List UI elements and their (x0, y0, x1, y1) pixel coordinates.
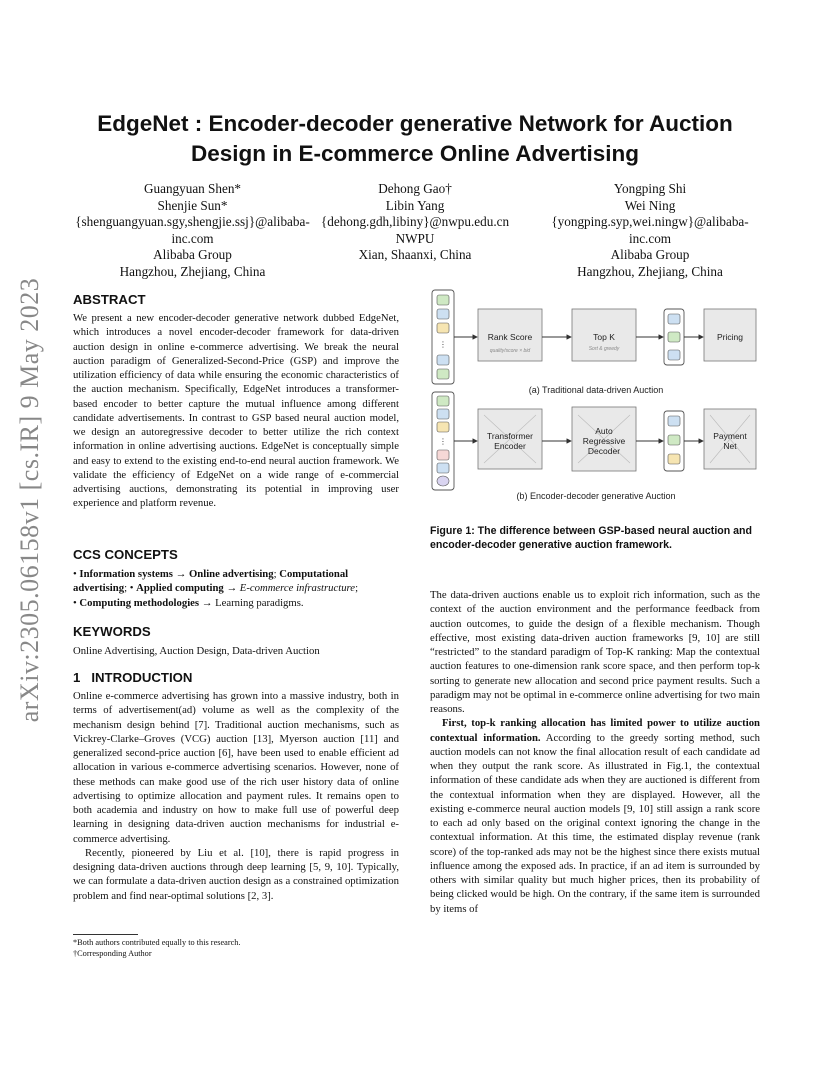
topk-label: Top K (593, 332, 615, 342)
right-paragraph-2-bold: First, top-k ranking allocation has limited power to utilize auction contextual information. (430, 717, 760, 744)
ccs-term: Computational advertising (73, 568, 349, 595)
ad-item-blue (437, 355, 449, 365)
author-block-1 (60, 181, 325, 280)
intro-text (73, 689, 399, 903)
author-name: Dehong Gao† (378, 181, 452, 196)
right-column-text (430, 588, 760, 916)
author-email: inc.com (628, 230, 672, 246)
ccs-term: Information systems (79, 568, 173, 580)
author-affiliation: Alibaba Group (153, 247, 232, 262)
author-affiliation: Alibaba Group (610, 247, 690, 262)
encoder-label-1: Transformer (487, 431, 533, 441)
ccs-term: Applied computing (136, 582, 224, 595)
ccs-concepts (73, 567, 399, 610)
figure-1 (430, 287, 760, 509)
author-name: Guangyuan Shen* (143, 181, 242, 196)
right-paragraph-2 (430, 716, 760, 916)
author-location: Xian, Shaanxi, China (358, 247, 472, 262)
payment-label-1: Payment (713, 431, 747, 441)
author-email: {yongping.syp,wei.ningw}@alibaba- (551, 214, 749, 229)
ccs-term: Online advertising (188, 568, 274, 580)
ad-item-green (437, 295, 449, 305)
author-block-3 (520, 181, 780, 280)
title-line-2: Design in E-commerce Online Advertising (190, 141, 640, 166)
abstract-heading: ABSTRACT (73, 292, 146, 307)
keywords-text: Online Advertising, Auction Design, Data-driven Auction (73, 645, 320, 657)
right-paragraph-2-rest: According to the greedy sorting method, such auction models can not know the final allocation result of each candidate ad when they output the rank score. As illustrated in Fig.1, the contextual information of these candidate ads when they are auctioned is different from the contextual information when they are displayed. However, all the existing e-commerce neural auction models [9, 10] still assign a rank score to each ad only based on the original context ignoring the change in the contextual information. At this time, the estimated display revenue (rank score) of the top-ranked ads may not be the highest since there exists mutual influence among the exposed ads. In practice, if an ad item is surrounded by others with similar quality but much higher prices, then its probability of being clicked would be high. On the contrary, if the same item is surrounded by items of (430, 731, 760, 915)
author-email: {dehong.gdh,libiny}@nwpu.edu.cn (320, 214, 510, 229)
encoder-label-2: Encoder (494, 441, 526, 451)
rank-score-sublabel: quality/score × bid (489, 348, 531, 354)
footnote-2: †Corresponding Author (73, 949, 152, 958)
ad-item-blue (437, 309, 449, 319)
arxiv-stamp (10, 277, 50, 723)
caption-a: (a) Traditional data-driven Auction (528, 385, 664, 395)
ad-item-yellow (437, 323, 449, 333)
ccs-term: Computing methodologies (79, 596, 200, 609)
ccs-list: • Information systems → Online advertising; Computational advertising; • Applied computing → E-commerce infrastructure; • Computing methodologies → Learning paradigms. (73, 568, 359, 609)
rank-score-label: Rank Score (487, 332, 533, 342)
author-email: {shenguangyuan.sgy,shengjie.ssj}@alibaba- (75, 214, 310, 229)
arxiv-stamp-text: arXiv:2305.06158v1 [cs.IR] 9 May 2023 (15, 277, 44, 723)
author-location: Hangzhou, Zhejiang, China (119, 263, 266, 279)
svg-text:⋮: ⋮ (439, 437, 447, 446)
abstract-paragraph: We present a new encoder-decoder generative network dubbed EdgeNet, which introduces a novel encoder-decoder framework for data-driven auction design in online e-commerce advertising. We break the neural auction paradigm of Generalized-Second-Price (GSP) and improve the utilization efficiency of data while ensuring the economic characteristics of the auction mechanism. Specifically, EdgeNet introduces a transformer-based encoder to better capture the mutual influence among different candidate advertisements. In contrast to GSP based neural auction model, we design an autoregressive decoder to better utilize the rich context information in online advertising auctions. EdgeNet is conceptually simple and easy to extend to the existing end-to-end neural auction framework. We validate the efficiency of EdgeNet on a wide range of e-commercial advertising auctions, demonstrating its potential in improving user experience and platform revenue. (73, 312, 399, 510)
author-name: Libin Yang (385, 197, 445, 213)
intro-paragraph-2: Recently, pioneered by Liu et al. [10], there is rapid progress in designing data-driven auctions through deep learning [5, 9, 10]. Typically, we can formulate a data-driven auction design as a constrained optimization problem and find near-optimal solutions [2, 3]. (73, 846, 399, 902)
svg-text:⋮: ⋮ (439, 340, 447, 349)
author-name: Shenjie Sun* (157, 197, 228, 213)
ccs-term: Learning paradigms. (215, 596, 304, 609)
ccs-heading: CCS CONCEPTS (73, 547, 178, 562)
ad-item-green (437, 369, 449, 379)
topk-sublabel: Sort & greedy (588, 346, 620, 352)
payment-label-2: Net (723, 441, 737, 451)
author-location: Hangzhou, Zhejiang, China (577, 263, 723, 279)
footnote-rule (73, 934, 138, 935)
author-name: Wei Ning (624, 197, 676, 213)
pricing-label: Pricing (717, 332, 743, 342)
author-email: inc.com (171, 230, 214, 246)
author-block-2 (300, 181, 530, 264)
decoder-label-1: Auto (595, 426, 613, 436)
intro-paragraph-1: Online e-commerce advertising has grown into a massive industry, both in terms of advertisement(ad) volume as well as the complexity of the mechanism design behind [7]. Traditional auction mechanisms, such as Vickrey-Clarke–Groves (VCG) auction [13], Myerson auction [11] and generalized second-price auction [6], have been used to enable efficient ad allocation in various e-commerce advertising scenarios. However, none of these methods can make good use of the rich user history data of online advertising to optimize allocation and payment rules. It remains open to both academia and industry on how to make full use of powerful deep learning in designing data-driven auction mechanisms for industrial e-commerce advertising. (73, 690, 399, 845)
decoder-label-3: Decoder (587, 446, 621, 456)
keywords-heading: KEYWORDS (73, 624, 151, 639)
figure-caption: Figure 1: The difference between GSP-based neural auction and encoder-decoder generative auction framework. (430, 525, 752, 551)
ccs-term: E-commerce infrastructure (239, 582, 356, 595)
footnotes (73, 937, 399, 959)
caption-b: (b) Encoder-decoder generative Auction (516, 491, 676, 501)
decoder-label-2: Regressive (582, 436, 626, 446)
footnote-1: *Both authors contributed equally to this research. (73, 938, 241, 947)
paper-title (70, 109, 760, 169)
title-line-1: EdgeNet : Encoder-decoder generative Network for Auction (97, 111, 733, 136)
author-name: Yongping Shi (613, 181, 687, 196)
intro-heading: 1 INTRODUCTION (73, 670, 193, 685)
right-paragraph-1: The data-driven auctions enable us to exploit rich information, such as the context of the auction environment and the performance feedback from auction outcomes, to guide the design of a flexible mechanism. Though effective, most existing data-driven auction frameworks [9, 10] are still “restricted” to the standard paradigm of Top-K ranking: Map the contextual auction features to one-dimension rank score space, and then perform top-k sorting to generate new allocation and second price payment results. Such a paradigm may not be optimal in e-commerce online advertising for two main reasons. (430, 589, 760, 715)
author-affiliation: NWPU (395, 230, 435, 246)
figure-diagram (430, 287, 760, 509)
abstract-text (73, 311, 399, 511)
